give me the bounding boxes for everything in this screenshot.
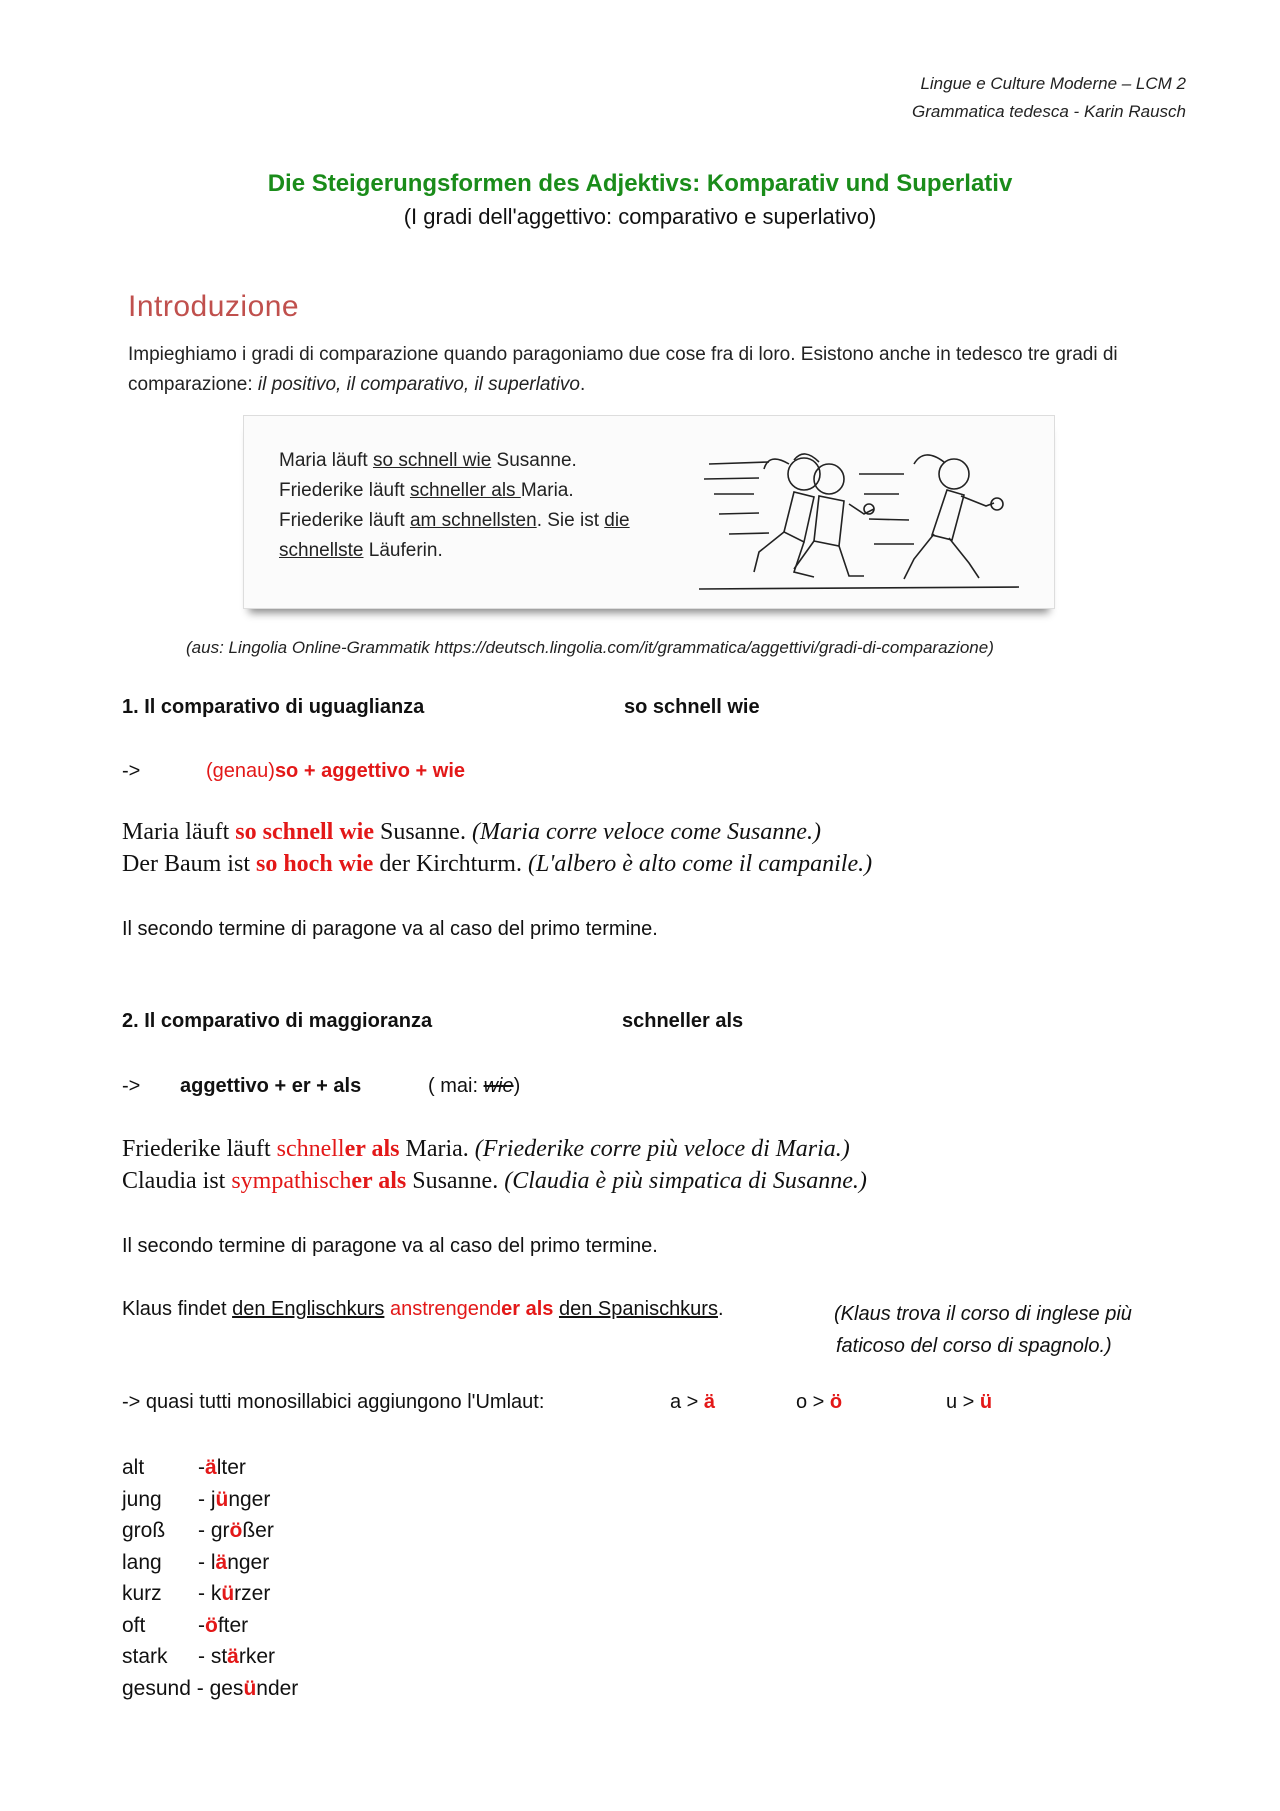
- translation-line: faticoso del corso di spagnolo.): [836, 1335, 1112, 1357]
- example-box: [243, 415, 1055, 609]
- example-translation: (Friederike corre più veloce di Maria.): [474, 1136, 850, 1162]
- box-text: Maria läuft: [279, 450, 373, 471]
- word-suffix: nger: [228, 1487, 271, 1511]
- klaus-translation: [834, 1298, 1132, 1362]
- umlaut-word-list: [122, 1452, 298, 1704]
- box-text: Friederike läuft: [279, 480, 410, 501]
- box-underlined: so schnell wie: [372, 450, 492, 471]
- word-umlaut: ü: [221, 1582, 235, 1605]
- example-text: Maria.: [399, 1136, 475, 1162]
- section1-heading: 1. Il comparativo di uguaglianza: [122, 696, 425, 718]
- word-base: kurz: [122, 1582, 162, 1605]
- note-text: ( mai:: [428, 1075, 484, 1097]
- section2-heading: 2. Il comparativo di maggioranza: [122, 1010, 433, 1032]
- example-text: .: [717, 1298, 724, 1320]
- example-underlined: den Spanischkurs: [558, 1298, 718, 1320]
- umlaut-o: [796, 1391, 842, 1414]
- box-text: Maria.: [520, 480, 574, 501]
- example-text: Klaus findet: [122, 1298, 233, 1320]
- section2-examples: [122, 1133, 867, 1197]
- word-umlaut: ö: [205, 1613, 218, 1637]
- klaus-example: [122, 1298, 724, 1321]
- section2-arrow: ->: [122, 1075, 141, 1097]
- word-suffix: rker: [238, 1645, 276, 1668]
- word-umlaut: ü: [215, 1487, 229, 1511]
- example-highlight: er als: [501, 1298, 554, 1320]
- note-strike: wie: [483, 1075, 514, 1097]
- example-stem: sympathisch: [231, 1168, 352, 1194]
- word-base: lang: [122, 1550, 162, 1574]
- example-line: [122, 1133, 867, 1165]
- word-prefix: - k: [198, 1582, 222, 1605]
- source-citation: (aus: Lingolia Online-Grammatik https://deutsch.lingolia.com/it/grammatica/aggettivi/gradi-di-comparazione): [186, 638, 994, 657]
- word-row: [122, 1452, 298, 1484]
- word-suffix: nder: [256, 1676, 299, 1700]
- word-row: [122, 1515, 298, 1547]
- example-translation: (L'albero è alto come il campanile.): [527, 851, 873, 877]
- umlaut-u: [946, 1391, 992, 1414]
- translation-line: (Klaus trova il corso di inglese più: [834, 1303, 1132, 1325]
- word-base: jung: [122, 1487, 162, 1511]
- example-line: [122, 1165, 867, 1197]
- umlaut-intro: -> quasi tutti monosillabici aggiungono l'Umlaut:: [122, 1391, 545, 1413]
- umlaut-to: ä: [703, 1391, 716, 1413]
- section1-note: Il secondo termine di paragone va al caso del primo termine.: [122, 918, 658, 940]
- rule-optional: (genau): [206, 760, 275, 782]
- example-text: Susanne.: [406, 1168, 505, 1194]
- box-text: Susanne.: [491, 450, 577, 471]
- word-base: oft: [122, 1613, 146, 1637]
- example-highlight: so schnell wie: [235, 819, 374, 845]
- word-row: [122, 1547, 298, 1579]
- section2-rule-note: [428, 1075, 520, 1098]
- word-suffix: lter: [216, 1456, 246, 1479]
- example-line: [122, 848, 872, 880]
- header-course: Lingue e Culture Moderne – LCM 2: [920, 74, 1186, 93]
- box-text: . Sie ist: [536, 510, 605, 531]
- example-text: Friederike läuft: [122, 1136, 277, 1162]
- box-text: Läuferin.: [363, 540, 443, 561]
- intro-paragraph: [128, 340, 1178, 400]
- box-underlined: schneller als: [409, 480, 521, 501]
- intro-degrees: il positivo, il comparativo, il superlativo: [257, 374, 580, 395]
- example-highlight: er als: [344, 1136, 400, 1162]
- word-umlaut: ä: [205, 1456, 217, 1479]
- example-box-text: [279, 446, 630, 566]
- document-header: [912, 70, 1186, 126]
- word-row: [122, 1673, 298, 1705]
- example-underlined: den Englischkurs: [232, 1298, 385, 1320]
- example-text: der Kirchturm.: [373, 851, 528, 877]
- section1-examples: [122, 816, 872, 880]
- word-umlaut: ä: [215, 1550, 228, 1574]
- intro-end: .: [579, 374, 586, 395]
- word-prefix: - st: [198, 1645, 228, 1668]
- box-underlined: schnellste: [279, 540, 364, 561]
- word-suffix: nger: [227, 1550, 270, 1574]
- section1-keyword: so schnell wie: [624, 696, 760, 718]
- section2-keyword: schneller als: [622, 1010, 744, 1032]
- word-prefix: - l: [198, 1550, 216, 1574]
- example-stem: anstrengend: [389, 1298, 502, 1320]
- word-base: stark: [122, 1645, 168, 1668]
- umlaut-from: a >: [670, 1391, 704, 1413]
- word-base: gesund: [122, 1676, 191, 1700]
- example-text: Maria läuft: [122, 819, 236, 845]
- word-row: [122, 1578, 298, 1610]
- umlaut-from: u >: [946, 1391, 980, 1413]
- example-text: Der Baum ist: [122, 851, 256, 877]
- word-prefix: - j: [198, 1487, 216, 1511]
- word-prefix: -: [198, 1456, 205, 1479]
- example-line: [122, 816, 872, 848]
- section1-arrow: ->: [122, 760, 141, 782]
- box-underlined: am schnellsten: [409, 510, 537, 531]
- example-highlight: so hoch wie: [255, 851, 374, 877]
- umlaut-from: o >: [796, 1391, 830, 1413]
- word-prefix: -: [198, 1613, 205, 1637]
- page-subtitle: (I gradi dell'aggettivo: comparativo e superlativo): [403, 204, 877, 229]
- word-prefix: - ges: [196, 1676, 244, 1700]
- box-text: Friederike läuft: [279, 510, 410, 531]
- word-umlaut: ö: [229, 1519, 243, 1542]
- intro-heading: Introduzione: [128, 290, 300, 323]
- intro-text: Impieghiamo i gradi di comparazione quando paragoniamo due cose fra di loro. Esistono anche in tedesco tre gradi di comparazione:: [128, 344, 1118, 395]
- example-text: Claudia ist: [122, 1168, 232, 1194]
- example-highlight: er als: [351, 1168, 407, 1194]
- header-author: Grammatica tedesca - Karin Rausch: [912, 102, 1186, 121]
- umlaut-a: [670, 1391, 715, 1414]
- rule-formula: so + aggettivo + wie: [274, 760, 465, 782]
- umlaut-to: ö: [829, 1391, 843, 1413]
- word-umlaut: ä: [227, 1645, 239, 1668]
- word-suffix: rzer: [234, 1582, 271, 1605]
- example-translation: (Maria corre veloce come Susanne.): [471, 819, 821, 845]
- word-prefix: - gr: [198, 1519, 230, 1542]
- word-base: groß: [122, 1519, 166, 1542]
- example-text: Susanne.: [373, 819, 472, 845]
- word-base: alt: [122, 1456, 145, 1479]
- word-row: [122, 1641, 298, 1673]
- umlaut-to: ü: [979, 1391, 993, 1413]
- box-underlined: die: [604, 510, 630, 531]
- word-row: [122, 1610, 298, 1642]
- note-text: ): [513, 1075, 521, 1097]
- word-suffix: fter: [217, 1613, 249, 1637]
- word-suffix: ßer: [242, 1519, 274, 1542]
- runners-illustration: [699, 434, 1029, 594]
- page-title: Die Steigerungsformen des Adjektivs: Komparativ und Superlativ: [267, 170, 1013, 197]
- section1-rule: [206, 760, 465, 783]
- section2-note: Il secondo termine di paragone va al caso del primo termine.: [122, 1235, 658, 1257]
- example-translation: (Claudia è più simpatica di Susanne.): [504, 1168, 867, 1194]
- section2-rule: aggettivo + er + als: [180, 1075, 362, 1097]
- word-row: [122, 1484, 298, 1516]
- example-stem: schnell: [276, 1136, 345, 1162]
- word-umlaut: ü: [243, 1676, 257, 1700]
